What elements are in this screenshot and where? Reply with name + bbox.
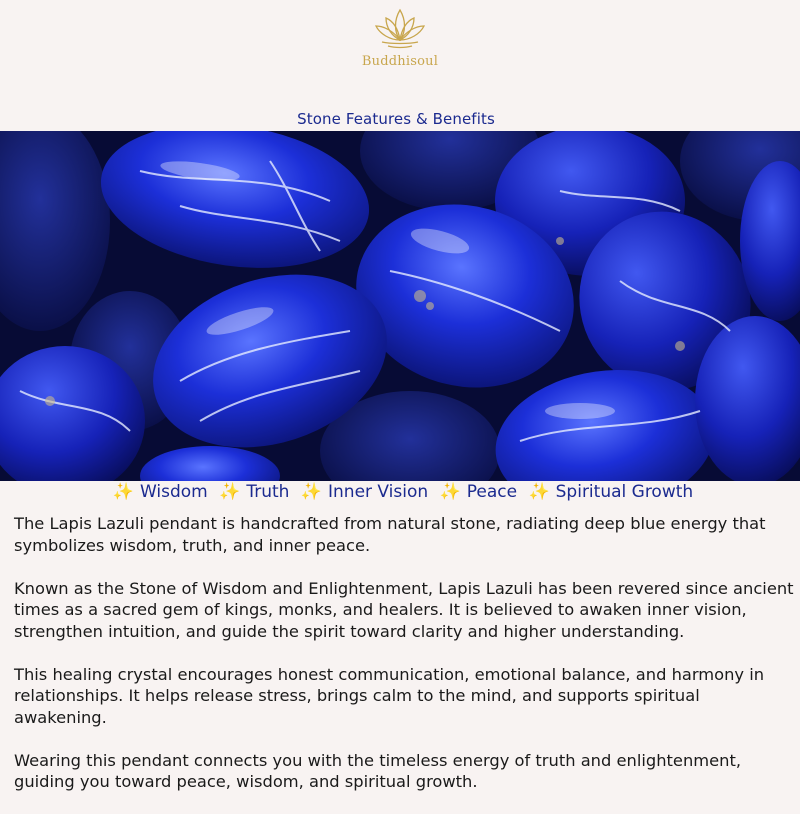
feature-wisdom: Wisdom	[139, 482, 208, 502]
description-paragraph: This healing crystal encourages honest communication, emotional balance, and harmony in relationships. It helps release stress, brings calm to the mind, and supports spiritual awakening.	[14, 664, 765, 727]
feature-peace: Peace	[466, 482, 518, 502]
lotus-icon	[370, 6, 430, 52]
description	[14, 513, 794, 814]
sparkles-icon: ✨	[300, 482, 322, 502]
description-paragraph: The Lapis Lazuli pendant is handcrafted from natural stone, radiating deep blue energy that symbolizes wisdom, truth, and inner peace.	[14, 514, 766, 555]
sparkles-icon: ✨	[439, 482, 461, 502]
feature-spiritual-growth: Spiritual Growth	[555, 482, 694, 502]
section-title: Stone Features & Benefits	[297, 110, 495, 128]
brand-name: Buddhisoul	[361, 54, 439, 69]
feature-truth: Truth	[246, 482, 290, 502]
features-line	[0, 482, 800, 502]
lapis-lazuli-stones-photo	[0, 131, 800, 481]
brand-header	[0, 6, 800, 76]
description-paragraph: Wearing this pendant connects you with the timeless energy of truth and enlightenment, guiding you toward peace, wisdom, and spiritual growth.	[14, 750, 742, 791]
description-paragraph: Known as the Stone of Wisdom and Enlightenment, Lapis Lazuli has been revered since ancient times as a sacred gem of kings, monks, and healers. It is believed to awaken inner vision, strengthen intuition, and guide the spirit toward clarity and higher understanding.	[14, 578, 794, 641]
sparkles-icon: ✨	[528, 482, 550, 502]
sparkles-icon: ✨	[112, 482, 134, 502]
sparkles-icon: ✨	[219, 482, 241, 502]
feature-inner-vision: Inner Vision	[328, 482, 429, 502]
